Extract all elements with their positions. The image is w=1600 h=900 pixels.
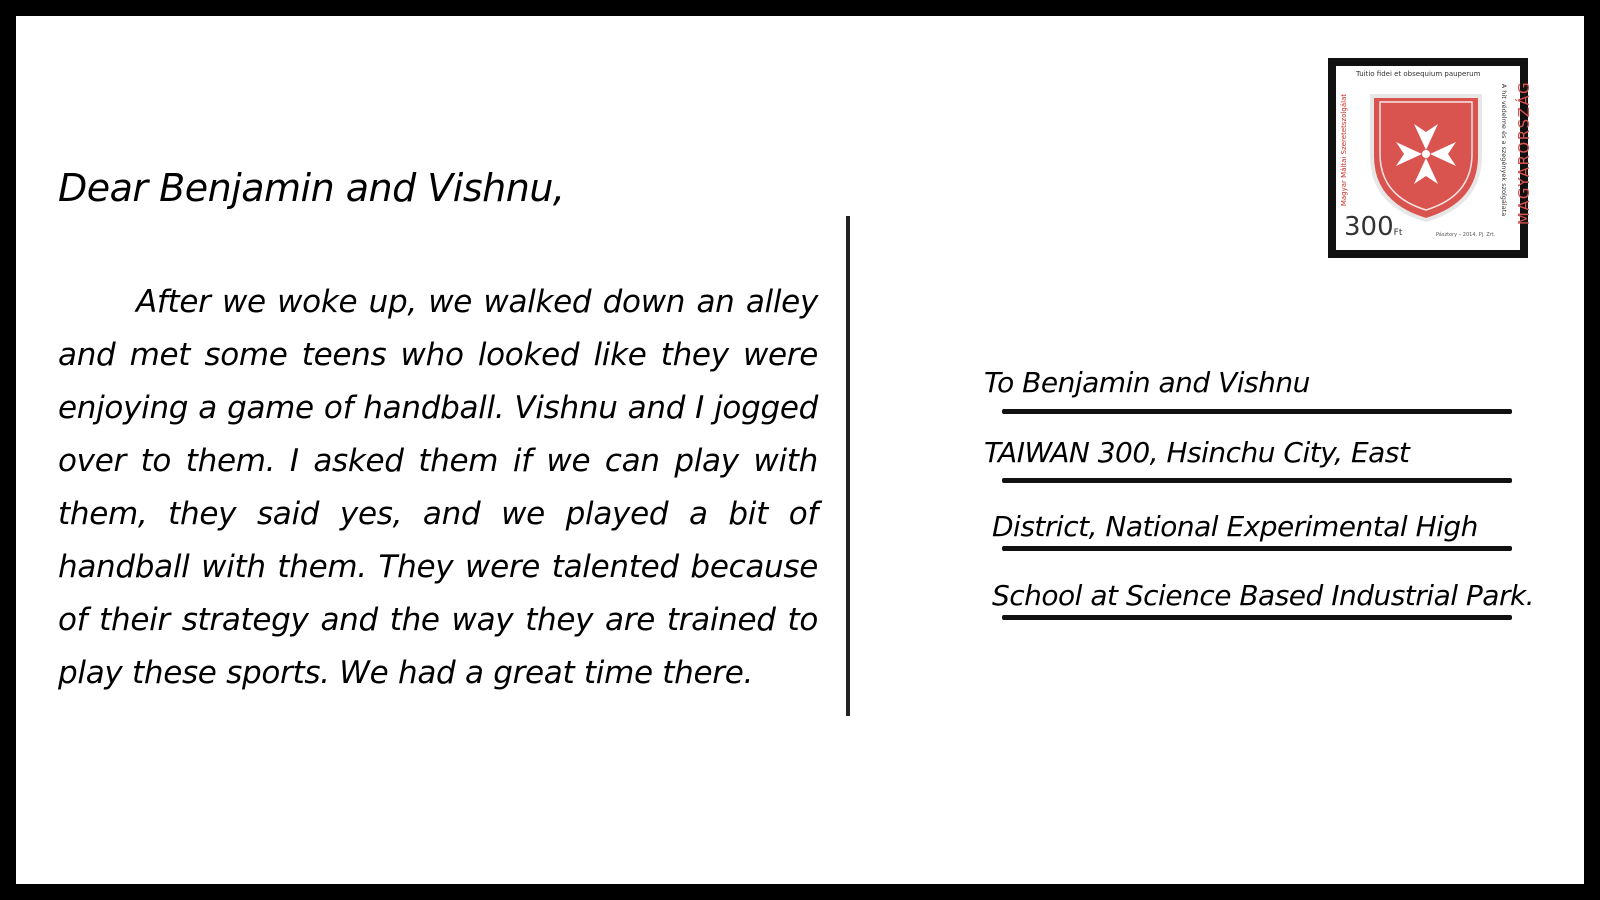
stamp-currency: Ft	[1393, 228, 1403, 238]
stamp-designer: Pásztory – 2014. Pj. Zrt.	[1436, 232, 1496, 238]
address-line-1: To Benjamin and Vishnu	[984, 366, 1310, 399]
stamp-country: MAGYARORSZÁG	[1515, 80, 1533, 226]
center-divider	[846, 216, 850, 716]
stamp-motto: Tuitio fidei et obsequium pauperum	[1356, 70, 1481, 78]
address-line-4: School at Science Based Industrial Park.	[992, 579, 1535, 612]
address-rule-2	[1002, 478, 1512, 483]
address-rule-4	[1002, 615, 1512, 620]
salutation: Dear Benjamin and Vishnu,	[58, 166, 565, 210]
stamp-value	[1344, 212, 1402, 242]
address-line-2: TAIWAN 300, Hsinchu City, East	[984, 436, 1410, 469]
stamp-left-text: Magyar Máltai Szeretetszolgálat	[1340, 93, 1348, 207]
message-body: After we woke up, we walked down an alley and met some teens who looked like they were enjoying a game of handball. Vishnu and I jogged over to them. I asked them if we can play with them, they said yes, and we played a bit of handball with them. They were talented because of their strategy and the way they are trained to play these sports. We had a great time there.	[58, 284, 818, 691]
address-line-3: District, National Experimental High	[992, 510, 1478, 543]
postage-stamp	[1328, 58, 1533, 258]
stamp-right-text: A hit védelme és a szegények szolgálata	[1500, 83, 1508, 217]
stamp-face	[1336, 66, 1533, 250]
address-rule-1	[1002, 409, 1512, 414]
postcard	[16, 16, 1584, 884]
address-rule-3	[1002, 546, 1512, 551]
stamp-value-number: 300	[1344, 212, 1394, 242]
maltese-cross-shield-icon	[1362, 86, 1490, 224]
